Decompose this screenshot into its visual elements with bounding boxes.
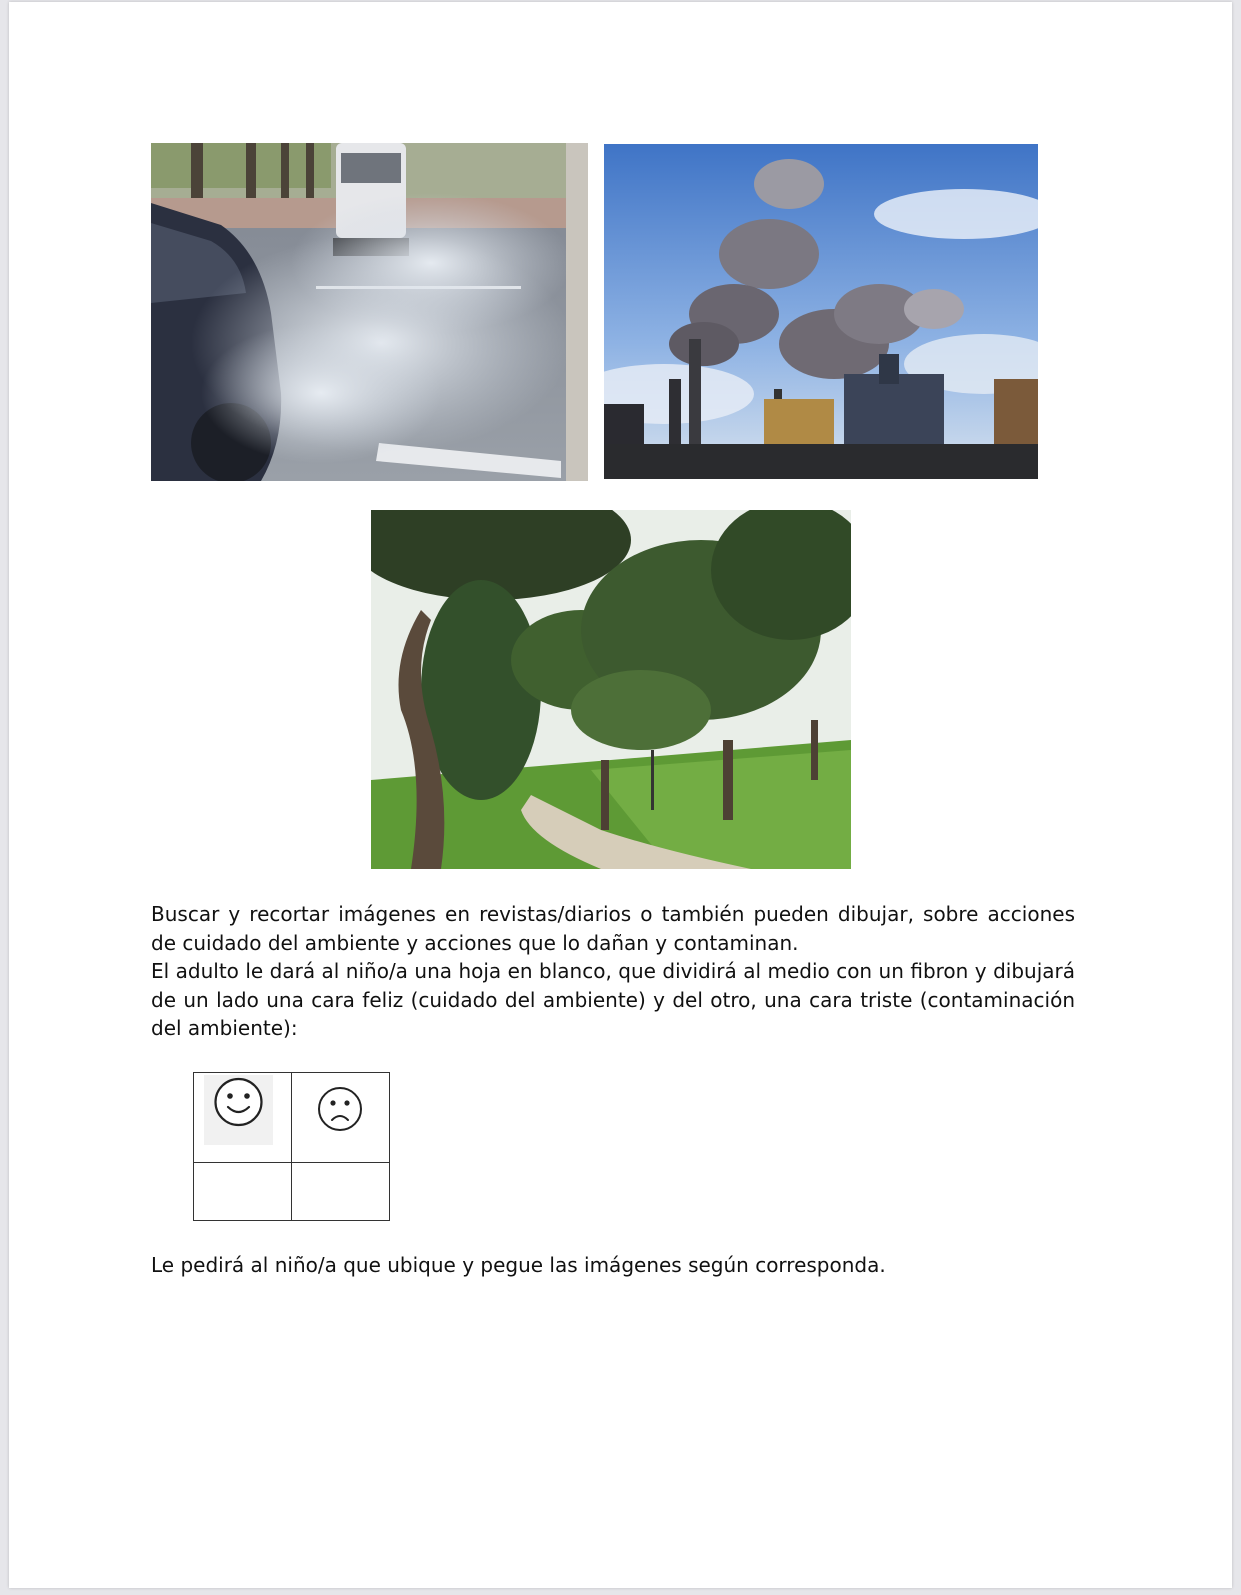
park-trees-illustration [371, 510, 851, 869]
faces-table-empty-row [194, 1163, 390, 1221]
happy-face-icon [204, 1075, 273, 1145]
faces-table [193, 1072, 390, 1221]
closing-instruction: Le pedirá al niño/a que ubique y pegue las imágenes según corresponda. [151, 1253, 886, 1277]
factory-smoke-illustration [604, 144, 1038, 479]
sad-column-empty-cell [292, 1163, 390, 1221]
faces-table-header-row [194, 1073, 390, 1163]
happy-face-cell [194, 1073, 292, 1163]
car-exhaust-photo [151, 143, 588, 481]
instructions-text [151, 900, 1075, 1043]
factory-smoke-photo [604, 144, 1038, 479]
happy-column-empty-cell [194, 1163, 292, 1221]
car-exhaust-illustration [151, 143, 588, 481]
park-trees-photo [371, 510, 851, 869]
sad-face-cell [292, 1073, 390, 1163]
instructions-paragraph-1: Buscar y recortar imágenes en revistas/diarios o también pueden dibujar, sobre acciones de cuidado del ambiente y acciones que lo dañan y contaminan. [151, 902, 1075, 955]
sad-face-icon [316, 1085, 364, 1133]
instructions-paragraph-2: El adulto le dará al niño/a una hoja en blanco, que dividirá al medio con un fibron y dibujará de un lado una cara feliz (cuidado del ambiente) y del otro, una cara triste (contaminación del ambiente): [151, 959, 1075, 1041]
document-page [9, 2, 1232, 1588]
